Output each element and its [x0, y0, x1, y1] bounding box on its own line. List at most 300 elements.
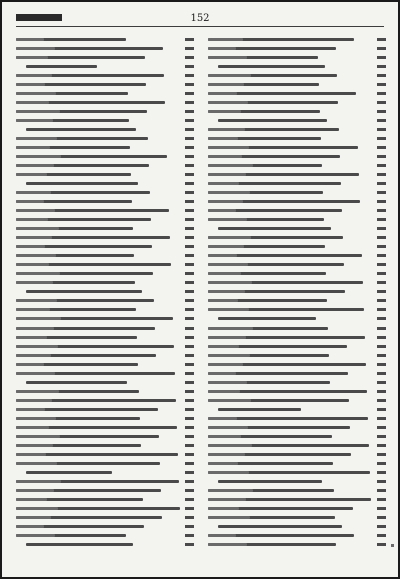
entry-surname-ink [16, 480, 61, 483]
directory-entry [208, 405, 388, 414]
directory-entry [208, 441, 388, 450]
entry-surname-ink [208, 110, 241, 113]
directory-entry [208, 233, 388, 242]
directory-entry [16, 504, 196, 513]
entry-surname-ink [16, 218, 48, 221]
entry-surname-ink [208, 453, 245, 456]
directory-entry [208, 486, 388, 495]
directory-entry [208, 314, 388, 323]
entry-ink [26, 543, 133, 546]
entry-house-number-ink [377, 363, 386, 366]
directory-entry [208, 206, 388, 215]
directory-entry [208, 44, 388, 53]
entry-surname-ink [16, 200, 44, 203]
entry-house-number-ink [185, 182, 194, 185]
entry-ink [26, 471, 112, 474]
entry-surname-ink [16, 155, 61, 158]
entry-house-number-ink [185, 173, 194, 176]
entry-surname-ink [16, 399, 52, 402]
directory-entry [208, 62, 388, 71]
entry-ink [218, 480, 322, 483]
entry-house-number-ink [185, 83, 194, 86]
entry-surname-ink [208, 390, 240, 393]
directory-entry [16, 116, 196, 125]
entry-house-number-ink [377, 336, 386, 339]
entry-surname-ink [208, 417, 237, 420]
entry-house-number-ink [185, 308, 194, 311]
directory-entry [208, 333, 388, 342]
entry-house-number-ink [185, 489, 194, 492]
entry-house-number-ink [185, 363, 194, 366]
entry-surname-ink [208, 236, 251, 239]
entry-surname-ink [16, 363, 44, 366]
entry-house-number-ink [377, 290, 386, 293]
directory-entry [16, 242, 196, 251]
entry-surname-ink [208, 534, 236, 537]
directory-entry [16, 53, 196, 62]
entry-surname-ink [208, 498, 246, 501]
entry-house-number-ink [377, 390, 386, 393]
entry-house-number-ink [185, 317, 194, 320]
entry-surname-ink [16, 507, 58, 510]
entry-ink [26, 65, 97, 68]
entry-house-number-ink [377, 173, 386, 176]
directory-entry [16, 98, 196, 107]
entry-house-number-ink [185, 417, 194, 420]
entry-surname-ink [16, 137, 57, 140]
entry-ink [218, 119, 327, 122]
entry-house-number-ink [377, 534, 386, 537]
entry-house-number-ink [377, 254, 386, 257]
entry-house-number-ink [185, 299, 194, 302]
directory-entry [208, 215, 388, 224]
entry-house-number-ink [377, 507, 386, 510]
directory-entry [208, 477, 388, 486]
entry-house-number-ink [185, 236, 194, 239]
directory-entry [16, 143, 196, 152]
entry-surname-ink [208, 372, 236, 375]
entry-surname-ink [16, 245, 45, 248]
directory-entry [208, 414, 388, 423]
directory-entry [208, 378, 388, 387]
entry-house-number-ink [377, 38, 386, 41]
entry-surname-ink [208, 254, 237, 257]
entry-house-number-ink [377, 525, 386, 528]
directory-entry [16, 89, 196, 98]
directory-entry [208, 423, 388, 432]
entry-surname-ink [208, 354, 250, 357]
entry-house-number-ink [185, 462, 194, 465]
entry-house-number-ink [185, 290, 194, 293]
directory-entry [16, 197, 196, 206]
entry-surname-ink [16, 74, 52, 77]
directory-entry [16, 522, 196, 531]
directory-entry [208, 53, 388, 62]
directory-entry [16, 188, 196, 197]
entry-surname-ink [208, 182, 239, 185]
entry-surname-ink [16, 498, 47, 501]
entry-surname-ink [16, 426, 49, 429]
entry-surname-ink [16, 354, 51, 357]
directory-entry [16, 215, 196, 224]
directory-entry [208, 134, 388, 143]
entry-house-number-ink [377, 83, 386, 86]
entry-surname-ink [208, 543, 247, 546]
directory-entry [16, 269, 196, 278]
entry-house-number-ink [377, 417, 386, 420]
entry-surname-ink [16, 164, 54, 167]
directory-entry [208, 369, 388, 378]
entry-house-number-ink [185, 426, 194, 429]
entry-ink [218, 317, 316, 320]
entry-surname-ink [208, 245, 244, 248]
entry-surname-ink [208, 128, 245, 131]
directory-entry [16, 44, 196, 53]
directory-entry [16, 125, 196, 134]
entry-surname-ink [16, 336, 47, 339]
entry-surname-ink [208, 191, 250, 194]
entry-house-number-ink [377, 516, 386, 519]
entry-house-number-ink [185, 128, 194, 131]
entry-house-number-ink [185, 47, 194, 50]
entry-house-number-ink [377, 47, 386, 50]
directory-entry [16, 423, 196, 432]
directory-entry [208, 296, 388, 305]
directory-entry [16, 477, 196, 486]
entry-surname-ink [208, 462, 238, 465]
entry-surname-ink [208, 263, 248, 266]
entry-ink [218, 65, 325, 68]
page-speck [391, 544, 394, 547]
entry-house-number-ink [377, 101, 386, 104]
entry-surname-ink [16, 417, 56, 420]
entry-surname-ink [208, 399, 251, 402]
directory-entry [16, 305, 196, 314]
directory-entry [208, 188, 388, 197]
entry-surname-ink [208, 218, 247, 221]
entries-column-right [208, 35, 388, 555]
directory-entry [16, 432, 196, 441]
entry-surname-ink [208, 155, 242, 158]
entry-house-number-ink [377, 408, 386, 411]
entry-surname-ink [16, 408, 45, 411]
entry-house-number-ink [377, 317, 386, 320]
entry-surname-ink [208, 290, 245, 293]
entry-house-number-ink [377, 327, 386, 330]
entry-surname-ink [16, 92, 56, 95]
directory-entry [208, 387, 388, 396]
entry-house-number-ink [185, 507, 194, 510]
entry-house-number-ink [185, 471, 194, 474]
entry-surname-ink [16, 525, 44, 528]
directory-entry [208, 513, 388, 522]
directory-entry [16, 170, 196, 179]
entry-house-number-ink [377, 299, 386, 302]
directory-entry [208, 251, 388, 260]
entry-house-number-ink [185, 137, 194, 140]
entry-surname-ink [16, 390, 59, 393]
entry-house-number-ink [377, 480, 386, 483]
directory-entry [16, 134, 196, 143]
directory-entry [208, 71, 388, 80]
directory-entry [16, 531, 196, 540]
entry-house-number-ink [377, 435, 386, 438]
entry-house-number-ink [185, 281, 194, 284]
entry-house-number-ink [377, 119, 386, 122]
entry-surname-ink [208, 101, 248, 104]
directory-entry [16, 441, 196, 450]
entry-house-number-ink [185, 56, 194, 59]
entry-house-number-ink [377, 65, 386, 68]
entry-surname-ink [208, 435, 241, 438]
directory-entry [16, 152, 196, 161]
entry-house-number-ink [377, 128, 386, 131]
entry-house-number-ink [185, 498, 194, 501]
entry-surname-ink [16, 435, 60, 438]
entry-surname-ink [16, 146, 50, 149]
entry-house-number-ink [377, 489, 386, 492]
entry-house-number-ink [185, 110, 194, 113]
entry-house-number-ink [377, 146, 386, 149]
directory-entry [16, 360, 196, 369]
directory-entry [16, 251, 196, 260]
entry-house-number-ink [377, 236, 386, 239]
directory-entry [208, 287, 388, 296]
directory-entry [16, 333, 196, 342]
entry-surname-ink [208, 345, 239, 348]
entry-surname-ink [16, 56, 48, 59]
entry-house-number-ink [185, 525, 194, 528]
entry-house-number-ink [185, 101, 194, 104]
entry-surname-ink [16, 254, 56, 257]
entry-surname-ink [208, 92, 237, 95]
directory-entry [208, 396, 388, 405]
entry-house-number-ink [377, 92, 386, 95]
entry-house-number-ink [185, 209, 194, 212]
entry-house-number-ink [377, 56, 386, 59]
entry-house-number-ink [377, 245, 386, 248]
entry-surname-ink [208, 336, 246, 339]
entry-surname-ink [208, 200, 243, 203]
directory-entry [16, 513, 196, 522]
entry-surname-ink [208, 308, 249, 311]
entry-surname-ink [208, 327, 253, 330]
directory-entry [208, 468, 388, 477]
entry-surname-ink [16, 281, 53, 284]
directory-entry [208, 107, 388, 116]
entry-surname-ink [208, 363, 243, 366]
directory-entry [208, 170, 388, 179]
entry-ink [26, 128, 136, 131]
entry-house-number-ink [185, 263, 194, 266]
entry-house-number-ink [377, 137, 386, 140]
directory-entry [208, 116, 388, 125]
entry-house-number-ink [185, 399, 194, 402]
entry-surname-ink [208, 426, 248, 429]
directory-entry [16, 468, 196, 477]
directory-entry [208, 80, 388, 89]
entry-surname-ink [16, 191, 51, 194]
entry-surname-ink [16, 173, 47, 176]
entry-house-number-ink [377, 399, 386, 402]
directory-entry [16, 342, 196, 351]
entry-house-number-ink [185, 345, 194, 348]
directory-entry [208, 152, 388, 161]
entry-house-number-ink [377, 543, 386, 546]
entry-house-number-ink [185, 164, 194, 167]
directory-entry [208, 360, 388, 369]
directory-entry [16, 35, 196, 44]
entry-house-number-ink [377, 272, 386, 275]
entry-surname-ink [16, 345, 58, 348]
entry-surname-ink [16, 47, 55, 50]
directory-entry [16, 206, 196, 215]
entry-surname-ink [16, 227, 59, 230]
directory-entry [16, 396, 196, 405]
entry-house-number-ink [185, 92, 194, 95]
directory-entry [16, 324, 196, 333]
directory-entry [208, 305, 388, 314]
entry-ink [26, 290, 142, 293]
entry-surname-ink [208, 74, 251, 77]
entry-house-number-ink [377, 372, 386, 375]
directory-entry [16, 296, 196, 305]
directory-entry [16, 495, 196, 504]
entry-surname-ink [208, 47, 236, 50]
directory-entry [16, 287, 196, 296]
entry-house-number-ink [185, 480, 194, 483]
directory-entry [16, 378, 196, 387]
directory-entry [208, 342, 388, 351]
directory-entry [16, 71, 196, 80]
entry-ink [218, 227, 331, 230]
entry-house-number-ink [377, 74, 386, 77]
entry-surname-ink [208, 56, 247, 59]
directory-entry [16, 62, 196, 71]
entry-surname-ink [208, 83, 244, 86]
directory-entry [208, 450, 388, 459]
entry-house-number-ink [377, 426, 386, 429]
entry-house-number-ink [185, 227, 194, 230]
entry-house-number-ink [377, 164, 386, 167]
directory-entry [208, 98, 388, 107]
entry-surname-ink [16, 516, 51, 519]
entry-house-number-ink [377, 218, 386, 221]
entry-house-number-ink [185, 435, 194, 438]
directory-entry [208, 224, 388, 233]
entry-house-number-ink [377, 471, 386, 474]
directory-entry [16, 450, 196, 459]
entry-surname-ink [16, 299, 57, 302]
entry-surname-ink [208, 164, 253, 167]
entry-house-number-ink [377, 381, 386, 384]
entry-surname-ink [208, 489, 253, 492]
directory-entry [208, 522, 388, 531]
entry-house-number-ink [185, 543, 194, 546]
directory-entry [208, 197, 388, 206]
entry-house-number-ink [185, 453, 194, 456]
entry-house-number-ink [377, 308, 386, 311]
directory-entry [208, 143, 388, 152]
entry-house-number-ink [185, 245, 194, 248]
entry-surname-ink [16, 444, 53, 447]
directory-entry [208, 531, 388, 540]
directory-entry [16, 486, 196, 495]
page-number: 152 [190, 13, 210, 24]
directory-entry [16, 540, 196, 549]
directory-entry [16, 351, 196, 360]
directory-entry [16, 260, 196, 269]
entry-surname-ink [16, 317, 61, 320]
entry-surname-ink [208, 281, 252, 284]
directory-entry [208, 540, 388, 549]
entry-house-number-ink [185, 381, 194, 384]
directory-entry [16, 459, 196, 468]
entry-house-number-ink [185, 200, 194, 203]
directory-entry [16, 405, 196, 414]
page-header [16, 12, 384, 30]
entry-house-number-ink [377, 444, 386, 447]
entry-house-number-ink [185, 444, 194, 447]
entry-house-number-ink [185, 254, 194, 257]
directory-entry [208, 179, 388, 188]
directory-entry [208, 161, 388, 170]
header-rule [16, 26, 384, 27]
entry-surname-ink [208, 146, 249, 149]
entry-surname-ink [208, 381, 247, 384]
entry-surname-ink [208, 516, 250, 519]
entry-house-number-ink [185, 74, 194, 77]
entry-house-number-ink [185, 327, 194, 330]
entry-house-number-ink [377, 498, 386, 501]
directory-entry [16, 278, 196, 287]
entry-surname-ink [16, 272, 60, 275]
entry-house-number-ink [185, 38, 194, 41]
entry-house-number-ink [185, 146, 194, 149]
entry-house-number-ink [377, 462, 386, 465]
entry-house-number-ink [185, 390, 194, 393]
entry-surname-ink [16, 119, 53, 122]
entry-house-number-ink [185, 191, 194, 194]
entry-surname-ink [208, 173, 246, 176]
entry-house-number-ink [185, 155, 194, 158]
directory-entry [16, 80, 196, 89]
entry-surname-ink [16, 308, 50, 311]
entry-surname-ink [16, 489, 54, 492]
directory-entry [16, 179, 196, 188]
entry-house-number-ink [185, 65, 194, 68]
entry-house-number-ink [185, 336, 194, 339]
entry-house-number-ink [377, 200, 386, 203]
entry-surname-ink [16, 534, 55, 537]
directory-entry [16, 224, 196, 233]
entry-surname-ink [16, 462, 57, 465]
directory-entry [208, 278, 388, 287]
entry-surname-ink [16, 372, 55, 375]
entry-surname-ink [16, 453, 46, 456]
directory-entry [208, 89, 388, 98]
entry-surname-ink [208, 137, 238, 140]
entry-house-number-ink [377, 354, 386, 357]
entry-house-number-ink [185, 372, 194, 375]
directory-entry [208, 324, 388, 333]
directory-entry [16, 107, 196, 116]
directory-entry [16, 369, 196, 378]
directory-entry [16, 233, 196, 242]
directory-entry [208, 351, 388, 360]
entry-surname-ink [16, 101, 49, 104]
directory-entry [208, 242, 388, 251]
